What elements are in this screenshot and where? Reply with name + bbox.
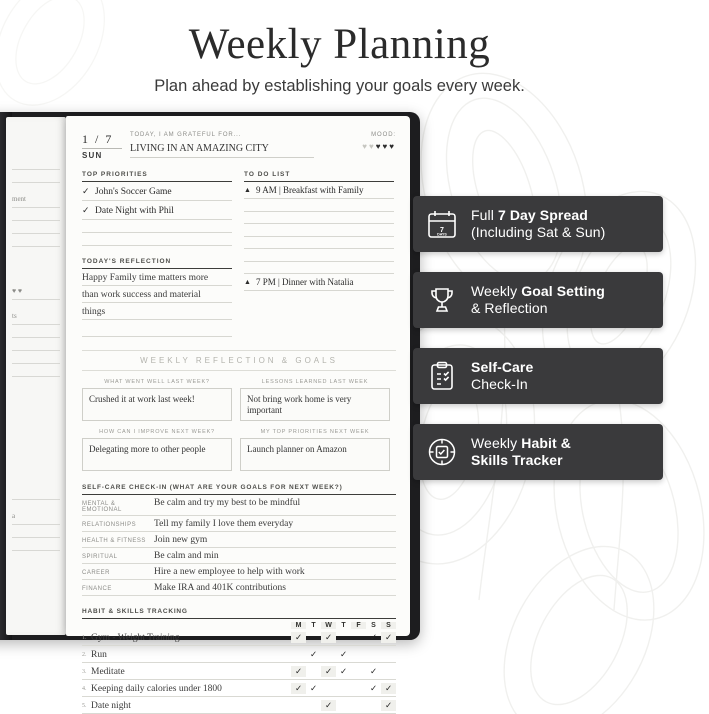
todays-reflection-heading: TODAY'S REFLECTION [82,258,232,269]
page-title: Weekly Planning [188,21,491,68]
habit-tracker-icon [425,435,459,469]
top-priorities-section [82,171,232,337]
weekly-reflection-band: WEEKLY REFLECTION & GOALS [82,350,396,371]
habit-check: ✓ [309,683,318,693]
mood-label: MOOD: [371,132,396,138]
triangle-icon: ▲ [244,278,251,286]
habit-day-label: S [371,622,376,629]
gratitude-label: TODAY, I AM GRATEFUL FOR... [130,132,242,138]
self-care-row [82,495,396,516]
left-page-heart: ♥ ♥ [12,287,23,295]
quadrant-value: Crushed it at work last week! [82,388,232,421]
habit-day-label: F [351,622,366,629]
top-priorities-heading: TOP PRIORITIES [82,171,232,182]
self-care-row [82,580,396,596]
priorities-todo-columns [82,171,396,337]
habit-name: Meditate [91,666,125,677]
callout-full-7-day-spread [413,196,663,252]
svg-text:7: 7 [440,227,444,234]
weekly-reflection-quadrants [82,379,396,471]
callout-weekly-goal-setting [413,272,663,328]
self-care-key: FINANCE [82,586,112,592]
priority-empty-row [82,233,232,246]
self-care-key: MENTAL & EMOTIONAL [82,501,122,513]
todo-empty-row [244,249,394,262]
habit-day-header [82,622,396,629]
todo-empty-row [244,262,394,275]
mood-hearts: ♥♥♥♥♥ [362,142,396,151]
planner-top-row [82,132,396,160]
gratitude-value: LIVING IN AN AMAZING CITY [130,143,314,158]
callout-line2-plain: (Including Sat & Sun) [471,224,606,240]
date-fraction: 1 / 7 [82,132,122,149]
quadrant [240,379,390,421]
callout-self-care-check-in [413,348,663,404]
clipboard-checklist-icon [425,359,459,393]
habit-check: ✓ [369,683,378,693]
quadrant-value: Launch planner on Amazon [240,438,390,471]
habit-day-label: T [311,622,316,629]
left-page-ghost-text-3: a [12,512,16,520]
left-page-ghost-text-2: ts [12,312,17,320]
habit-check: ✓ [291,666,306,677]
habit-check: ✓ [321,666,336,677]
callout-text [471,207,605,241]
feature-callouts [413,196,663,500]
priority-text: John's Soccer Game [95,186,172,197]
callout-line1-plain: Full [471,207,498,223]
planner-book [0,112,420,711]
quadrant-label: MY TOP PRIORITIES NEXT WEEK [260,429,370,435]
habit-tracking-heading: HABIT & SKILLS TRACKING [82,608,396,619]
priority-empty-row [82,220,232,233]
habit-name: Gym - Weight Training [91,632,180,643]
reflection-empty-line [82,320,232,337]
callout-line1-bold: Goal Setting [521,283,605,299]
habit-day-label: W [321,622,336,629]
quadrant-label: WHAT WENT WELL LAST WEEK? [104,379,210,385]
habit-row [82,629,396,646]
self-care-row [82,516,396,532]
habit-check: ✓ [291,632,306,643]
habit-check: ✓ [321,700,336,711]
habit-number: 2. [82,651,87,658]
priority-text: Date Night with Phil [95,205,174,216]
habit-check: ✓ [321,632,336,643]
habit-row [82,697,396,714]
calendar-7days-icon [425,207,459,241]
self-care-row [82,564,396,580]
check-icon: ✓ [82,186,90,196]
habit-day-label: M [291,622,306,629]
habit-check: ✓ [369,632,378,642]
triangle-icon: ▲ [244,186,251,194]
habit-row [82,646,396,663]
callout-weekly-habit-skills-tracker [413,424,663,480]
self-care-key: CAREER [82,570,111,576]
self-care-row [82,532,396,548]
self-care-heading: SELF-CARE CHECK-IN (WHAT ARE YOUR GOALS FOR NEXT WEEK?) [82,484,396,495]
habit-check: ✓ [291,683,306,694]
habit-check: ✓ [339,649,348,659]
habit-name: Keeping daily calories under 1800 [91,683,222,694]
habit-day-label: T [341,622,346,629]
todo-empty-row [244,237,394,250]
date-weekday: SUN [82,151,103,160]
quadrant-value: Delegating more to other people [82,438,232,471]
svg-text:DAYS: DAYS [437,232,447,237]
self-care-row [82,548,396,564]
self-care-value: Be calm and min [154,551,219,561]
callout-line1-plain: Weekly [471,283,522,299]
self-care-value: Tell my family I love them everyday [154,519,294,529]
callout-text [471,359,533,393]
self-care-key: SPIRITUAL [82,554,118,560]
habit-row [82,663,396,680]
left-page-ghost-text-1: ment [12,195,26,203]
todo-empty-row [244,199,394,212]
habit-name: Date night [91,700,131,711]
date-block [82,132,122,160]
quadrant [240,429,390,471]
habit-number: 4. [82,685,87,692]
todo-empty-row [244,212,394,225]
habit-check: ✓ [381,632,396,643]
reflection-line: things [82,303,232,320]
todo-item [244,182,394,199]
callout-line2-plain: Check-In [471,376,528,392]
callout-line1-plain: Weekly [471,435,522,451]
callout-line2-bold: Skills Tracker [471,452,563,468]
callout-line1-bold: Self-Care [471,359,534,375]
todo-heading: TO DO LIST [244,171,394,182]
habit-check: ✓ [381,700,396,711]
callout-line1-bold: 7 Day Spread [497,207,588,223]
habit-check: ✓ [381,683,396,694]
habit-check: ✓ [369,666,378,676]
reflection-line: than work success and material [82,286,232,303]
quadrant-label: LESSONS LEARNED LAST WEEK [261,379,369,385]
gratitude-field [130,132,314,158]
callout-text [471,435,571,469]
self-care-value: Make IRA and 401K contributions [154,583,286,593]
self-care-value: Hire a new employee to help with work [154,567,305,577]
quadrant [82,379,232,421]
habit-check: ✓ [339,666,348,676]
todo-list-section [244,171,394,337]
habit-number: 5. [82,702,87,709]
page-subtitle: Plan ahead by establishing your goals every week. [154,77,525,95]
habit-check: ✓ [309,649,318,659]
todo-text: 7 PM | Dinner with Natalia [255,277,354,287]
self-care-value: Be calm and try my best to be mindful [154,498,301,508]
quadrant [82,429,232,471]
quadrant-value: Not bring work home is very important [240,388,390,421]
priority-item [82,182,232,201]
planner-page-left [6,117,66,635]
planner-page-right [66,116,410,711]
self-care-key: RELATIONSHIPS [82,522,137,528]
habit-name: Run [91,649,107,660]
callout-text [471,283,605,317]
callout-line1-bold: Habit & [521,435,571,451]
quadrant-label: HOW CAN I IMPROVE NEXT WEEK? [99,429,215,435]
todo-text: 9 AM | Breakfast with Family [255,185,364,195]
habit-number: 1. [82,634,87,641]
habit-row [82,680,396,697]
reflection-line: Happy Family time matters more [82,269,232,286]
self-care-key: HEALTH & FITNESS [82,538,146,544]
self-care-value: Join new gym [154,535,208,545]
mood-field [322,132,396,151]
habit-number: 3. [82,668,87,675]
todo-empty-row [244,224,394,237]
todo-item [244,274,394,291]
page-header [0,0,679,96]
callout-line2-plain: & Reflection [471,300,548,316]
trophy-icon [425,283,459,317]
check-icon: ✓ [82,205,90,215]
habit-day-label: S [381,622,396,629]
priority-item [82,201,232,220]
